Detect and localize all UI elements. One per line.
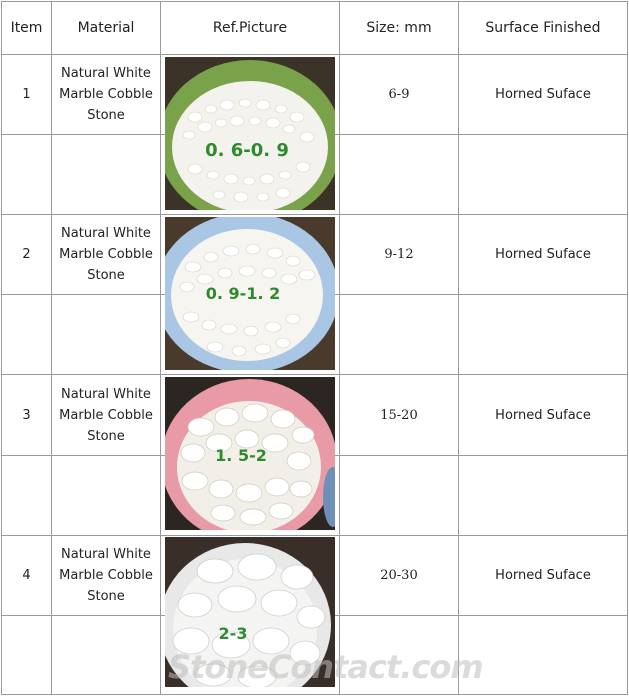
- header-size: Size: mm: [366, 20, 432, 36]
- material-line: Marble Cobble: [59, 407, 153, 423]
- row-2-material: [52, 215, 160, 294]
- row-3-finish: Horned Suface: [495, 407, 591, 423]
- material-line: Stone: [87, 428, 125, 444]
- row-4-item: 4: [22, 568, 31, 583]
- row-2-size: 9-12: [384, 247, 414, 262]
- watermark: StoneContact.com: [168, 648, 483, 686]
- row-2-item: 2: [22, 247, 31, 262]
- header-surface-finished: Surface Finished: [485, 20, 601, 36]
- material-line: Stone: [87, 589, 125, 604]
- photo-size-label: 2-3: [218, 624, 248, 643]
- material-line: Stone: [87, 268, 125, 283]
- photo-size-label: 1. 5-2: [215, 446, 267, 465]
- row-4-finish: Horned Suface: [495, 568, 591, 583]
- row-3-item: 3: [22, 407, 31, 423]
- material-line: Natural White: [61, 226, 151, 241]
- photo-size-label: 0. 6-0. 9: [205, 140, 289, 161]
- row-2-photo: [165, 217, 335, 370]
- header-item: Item: [10, 20, 43, 36]
- material-line: Marble Cobble: [59, 87, 153, 102]
- row-1-finish: Horned Suface: [495, 87, 591, 102]
- row-1-material: [52, 55, 160, 134]
- row-2-finish: Horned Suface: [495, 247, 591, 262]
- row-4-material: [52, 536, 160, 615]
- material-line: Marble Cobble: [59, 247, 153, 262]
- row-1-item: 1: [22, 87, 31, 102]
- material-line: Natural White: [61, 66, 151, 81]
- header-ref-picture: Ref.Picture: [212, 20, 288, 36]
- header-material: Material: [77, 20, 135, 36]
- row-1-photo: [165, 57, 335, 210]
- row-3-photo: [165, 377, 335, 530]
- row-3-size: 15-20: [380, 407, 418, 423]
- material-line: Natural White: [61, 547, 151, 562]
- row-3-material: [52, 375, 160, 455]
- row-4-size: 20-30: [380, 568, 418, 583]
- row-1-size: 6-9: [388, 87, 410, 102]
- material-line: Marble Cobble: [59, 568, 153, 583]
- photo-size-label: 0. 9-1. 2: [205, 284, 281, 303]
- material-line: Natural White: [61, 386, 151, 402]
- material-line: Stone: [87, 108, 125, 123]
